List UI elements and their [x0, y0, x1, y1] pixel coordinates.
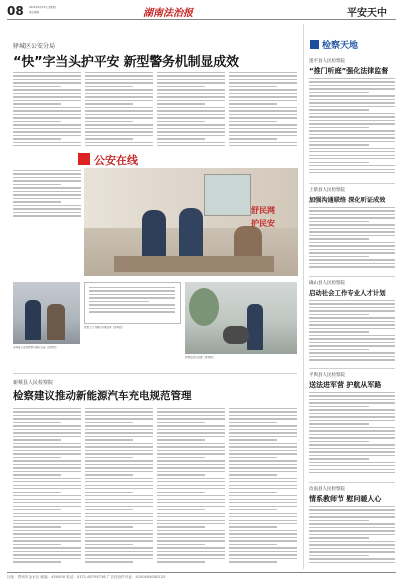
column-banner-mark [78, 153, 90, 165]
right-banner-mark [310, 40, 319, 49]
header-rule [7, 19, 396, 20]
photo-table [114, 256, 274, 272]
right-story3-title: 启动社会工作专业人才计划 [309, 289, 386, 297]
left-photo-figure [25, 300, 41, 340]
page-number: 08 [7, 4, 24, 18]
right-story1-title: “推门听庭”强化法律监督 [309, 67, 389, 75]
date-line: 2020年8月13日 星期四 [29, 6, 56, 9]
top-story-col-1 [13, 72, 81, 150]
right-photo-scooter [223, 326, 249, 344]
masthead-logo: 湖南法治报 [143, 8, 193, 19]
bottom-story-title: 检察建议推动新能源汽车充电规范管理 [13, 390, 192, 402]
left-text-block [13, 170, 81, 220]
right-photo-caption: 民警在街头巡逻（资料图） [185, 356, 216, 359]
right-story1-body [309, 78, 395, 178]
section-title: 平安天中 [347, 8, 387, 19]
right-story5-kicker: 汝南县人民检察院 [309, 487, 345, 492]
top-story-kicker: 驿城区公安分局 [13, 43, 56, 50]
column-label: 公安在线 [94, 154, 138, 167]
left-photo [13, 282, 80, 344]
left-photo-caption: 汝南县公安局民警与群众交流（资料图） [13, 346, 59, 349]
top-photo-caption: 民警上门为群众办理业务（资料图） [84, 326, 125, 329]
caption-box [84, 282, 181, 324]
footer-rule [7, 572, 396, 573]
right-story2-body [309, 207, 395, 272]
right-story5-body [309, 506, 395, 568]
bottom-story-col-4 [229, 408, 297, 568]
right-photo [185, 282, 297, 354]
right-story1-kicker: 遂平县人民检察院 [309, 59, 345, 64]
right-rule-4 [309, 482, 395, 483]
right-column-label: 检察天地 [322, 41, 359, 51]
right-story2-kicker: 上蔡县人民检察院 [309, 188, 345, 193]
right-story5-title: 情系教师节 慰问暖人心 [309, 495, 382, 503]
bottom-story-col-1 [13, 408, 81, 568]
top-story-title: “快”字当头护平安 新型警务机制显成效 [13, 55, 239, 70]
right-rule-3 [309, 368, 395, 369]
column-divider [303, 24, 304, 569]
slogan-line-1: 舒民网 [251, 206, 275, 215]
top-story-col-3 [157, 72, 225, 150]
bottom-story-kicker: 新蔡县人民检察院 [13, 380, 54, 386]
left-photo-figure-2 [47, 304, 65, 340]
right-rule-2 [309, 276, 395, 277]
right-column-banner [308, 38, 396, 52]
footer-text: 社址：郑州市金水区 邮编：450000 电话：0371-65795736 广告经营许可证：4100004000125 [7, 575, 166, 579]
bottom-story-col-3 [157, 408, 225, 568]
top-story-col-2 [85, 72, 153, 150]
right-rule-1 [309, 183, 395, 184]
right-story2-title: 加强沟通联络 深化听证成效 [309, 197, 386, 204]
right-story4-body [309, 392, 395, 478]
top-story-col-4 [229, 72, 297, 150]
right-photo-tree [189, 288, 219, 326]
column-slogan [233, 205, 293, 229]
right-story4-title: 送法进军营 护航从军路 [309, 381, 382, 389]
editor-line: 责任编辑： [29, 11, 42, 14]
right-story3-body [309, 300, 395, 364]
page-header [7, 4, 396, 18]
slogan-line-2: 护民安 [251, 219, 275, 228]
bottom-story-rule [13, 373, 297, 374]
right-photo-officer [247, 304, 263, 350]
bottom-story-col-2 [85, 408, 153, 568]
right-story4-kicker: 平舆县人民检察院 [309, 373, 345, 378]
right-story3-kicker: 确山县人民检察院 [309, 281, 345, 286]
column-banner [78, 151, 173, 167]
